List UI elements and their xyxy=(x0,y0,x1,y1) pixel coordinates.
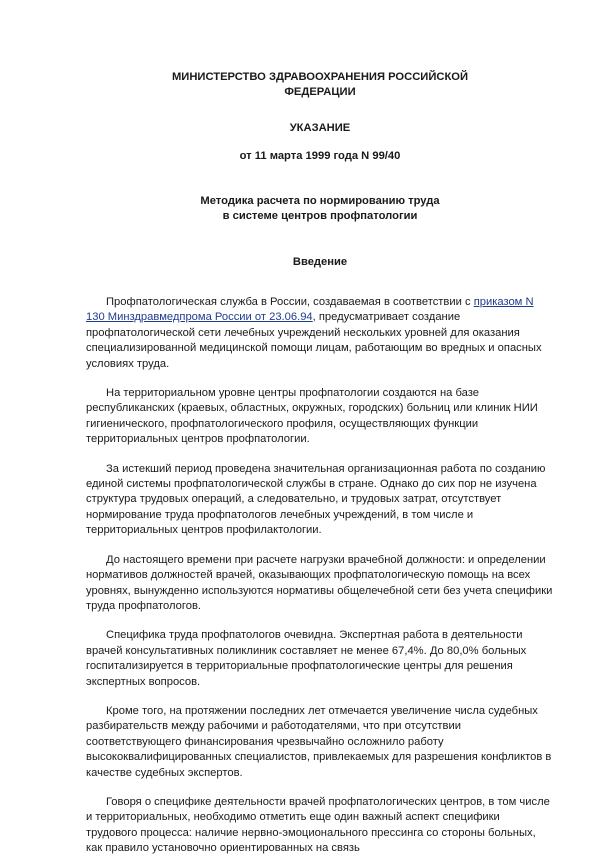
ministry-title xyxy=(86,70,554,100)
ministry-title-line2: ФЕДЕРАЦИИ xyxy=(284,86,356,98)
paragraph-1 xyxy=(86,295,554,372)
document-page xyxy=(86,70,554,857)
method-title xyxy=(86,194,554,224)
method-title-line2: в системе центров профпатологии xyxy=(222,210,418,222)
paragraph-3: За истекший период проведена значительная организационная работа по созданию единой системы профпатологической службы в стране. Однако до сих пор не изучена структура трудовых операций, а следовательно, и трудовых затрат, отсутствует нормирование труда профпатологов лечебных учреждений, в том числе и территориальных центров профилактологии. xyxy=(86,462,546,537)
paragraph-4: До настоящего времени при расчете нагрузки врачебной должности: и определении нормативов должностей врачей, оказывающих профпатологическую помощь на всех уровнях, вынужденно используются нормативы общелечебной сети без учета специфики труда профпатологов. xyxy=(86,553,553,612)
paragraph-6: Кроме того, на протяжении последних лет отмечается увеличение числа судебных разбирательств между рабочими и работодателями, что при отсутствии соответствующего финансирования чрезвычайно осложнило работу высококвалифицированных специалистов, привлекаемых для разрешения конфликтов в качестве судебных экспертов. xyxy=(86,704,552,779)
ministry-title-line1: МИНИСТЕРСТВО ЗДРАВООХРАНЕНИЯ РОССИЙСКОЙ xyxy=(171,71,469,83)
decree-type: УКАЗАНИЕ xyxy=(289,122,351,134)
paragraph-5: Специфика труда профпатологов очевидна. Экспертная работа в деятельности врачей консультативных поликлиник составляет не менее 67,4%. До 80,0% больных госпитализируется в территориальные профпатологические центры для решения экспертных вопросов. xyxy=(86,629,527,688)
paragraph-1-text-start: Профпатологическая служба в России, создаваемая в соответствии с xyxy=(106,296,474,308)
paragraph-7: Говоря о специфике деятельности врачей профпатологических центров, в том числе и территориальных, необходимо отметить еще один важный аспект специфики трудового процесса: наличие нервно-эмоционального прессинга со стороны больных, как правило установочно ориентированных на связь xyxy=(86,795,550,855)
paragraph-1-text-end: , предусматривает создание профпатологической сети лечебных учреждений нескольких уровней для оказания специализированной медицинской помощи лицам, работающим во вредных и опасных условиях труда. xyxy=(86,311,542,370)
section-heading-intro: Введение xyxy=(292,256,348,268)
order-130-link[interactable]: приказом N 130 Минздравмедпрома России от 23.06.94 xyxy=(86,296,534,324)
method-title-line1: Методика расчета по нормированию труда xyxy=(200,195,440,207)
decree-date: от 11 марта 1999 года N 99/40 xyxy=(239,150,401,162)
paragraph-2: На территориальном уровне центры профпатологии создаются на базе республиканских (краевых, областных, окружных, городских) больниц или клиник НИИ гигиенического, профпатологического профиля, осуществляющих функции территориальных центров профпатологии. xyxy=(86,387,538,446)
